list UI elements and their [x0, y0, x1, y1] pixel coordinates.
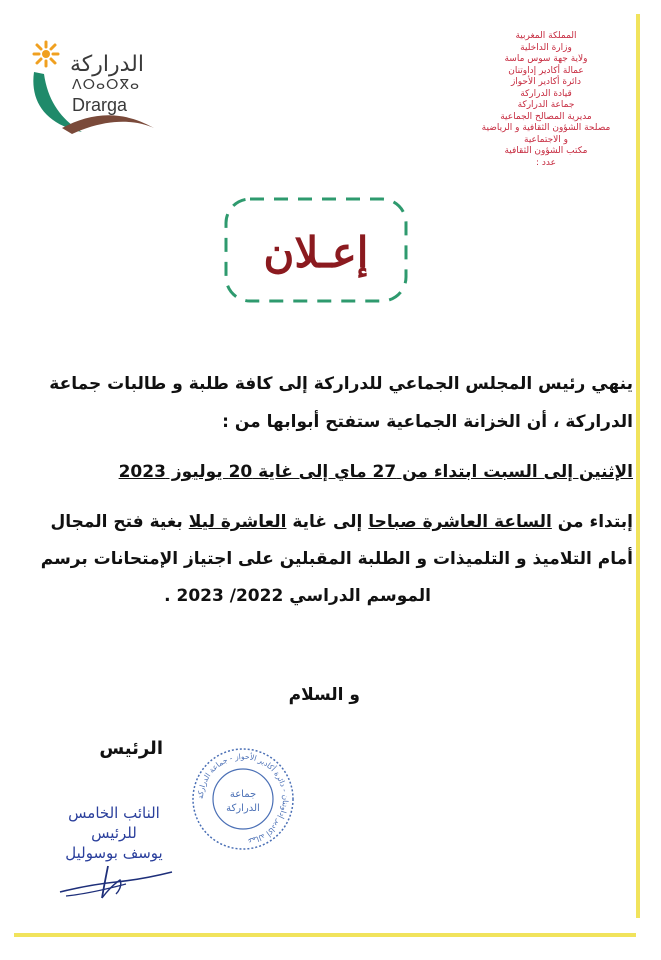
body-line-4: أمام التلاميذ و التلميذات و الطلبة المقبلين على اجتياز الإمتحانات برسم: [40, 549, 633, 569]
deputy-stamp: [44, 803, 184, 863]
admin-line: مصلحة الشؤون الثقافية و الرياضية: [481, 123, 611, 133]
admin-line: مديرية المصالح الجماعية: [500, 111, 592, 122]
logo-latin-text: Drarga: [72, 95, 128, 115]
body-line-5: الموسم الدراسي 2022/ 2023 .: [164, 586, 431, 606]
seal-ring-text: عمالة أكادير إداوتنان - دائرة أكادير الأحواز - جماعة الدراركة: [195, 751, 291, 846]
announcement-title: إعـلان: [263, 228, 369, 277]
seal-center-line-2: الدراركة: [226, 803, 260, 814]
admin-line: و الاجتماعية: [524, 134, 568, 145]
body-line-3: [33, 512, 633, 532]
hours-connector: إلى غاية: [286, 512, 369, 532]
deputy-title: النائب الخامس للرئيس: [68, 804, 160, 842]
admin-line: عمالة أكادير إداوتنان: [508, 65, 584, 76]
page-border-bottom: [14, 933, 636, 937]
official-seal-icon: [191, 747, 295, 851]
handwritten-signature-icon: [56, 858, 176, 902]
hours-prefix: إبتداء من: [551, 512, 633, 532]
hours-suffix: بغية فتح المجال: [50, 512, 189, 532]
admin-line: جماعة الدراركة: [517, 100, 575, 110]
body-line-2: الدراركة ، أن الخزانة الجماعية ستفتح أبوابها من :: [222, 412, 633, 432]
signatory-title: الرئيس: [99, 738, 163, 759]
admin-line: ولاية جهة سوس ماسة: [504, 54, 588, 64]
closing-hour: العاشرة ليلا: [188, 512, 287, 532]
admin-line: مكتب الشؤون الثقافية: [504, 146, 588, 156]
deputy-name: يوسف بوسوليل: [65, 844, 163, 862]
page-border-right: [636, 14, 640, 918]
logo-tifinagh-text: ⴷⵔⴰⵔⴳⴰ: [72, 77, 141, 93]
administrative-header: [471, 31, 621, 169]
admin-line: وزارة الداخلية: [520, 42, 572, 53]
body-line-1: ينهي رئيس المجلس الجماعي للدراركة إلى كافة طلبة و طالبات جماعة: [49, 374, 633, 394]
admin-line: قيادة الدراركة: [520, 88, 572, 99]
admin-line: عدد :: [536, 157, 556, 168]
admin-line: دائرة أكادير الأحواز: [510, 77, 582, 87]
seal-center-line-1: جماعة: [229, 789, 257, 800]
opening-hour: الساعة العاشرة صباحا: [368, 512, 552, 532]
opening-dates: الإثنين إلى السبت ابتداء من 27 ماي إلى غاية 20 يوليوز 2023: [118, 462, 633, 482]
closing-greeting: و السلام: [288, 685, 360, 705]
admin-line: المملكة المغربية: [515, 31, 577, 41]
logo-arabic-text: الدراركة: [70, 52, 144, 77]
sun-icon: [34, 42, 58, 66]
